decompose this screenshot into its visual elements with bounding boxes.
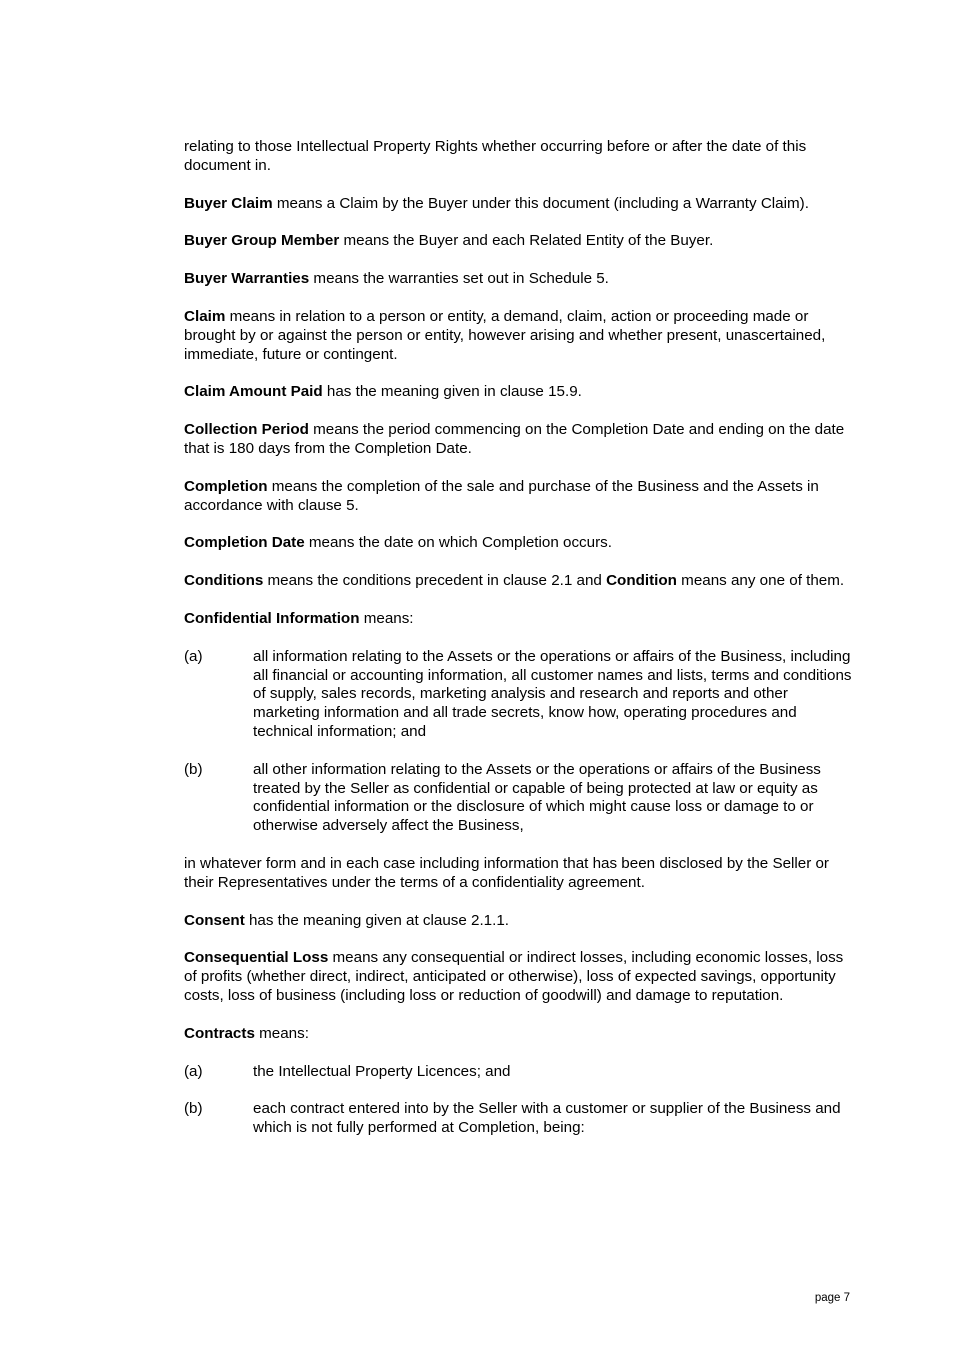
definition-text: has the meaning given at clause 2.1.1. xyxy=(244,911,510,929)
definition-buyer-warranties xyxy=(184,270,854,289)
definition-text: means any consequential or indirect losses, including economic losses, loss of profits (whether direct, indirect, anticipated or otherwise), loss of expected savings, opportunity costs, loss of business (including loss or reduction of goodwill) and damage to reputation. xyxy=(184,949,844,1004)
definition-consent xyxy=(184,912,854,931)
definition-text: means the period commencing on the Completion Date and ending on the date that is 180 days from the Completion Date. xyxy=(184,421,845,457)
definition-text: means the Buyer and each Related Entity of the Buyer. xyxy=(339,232,714,250)
definition-text: means: xyxy=(359,609,414,627)
defined-term: Contracts xyxy=(184,1024,255,1042)
list-item xyxy=(184,761,854,836)
definition-text: means: xyxy=(254,1024,309,1042)
definition-consequential-loss xyxy=(184,949,854,1005)
definition-confidential-information xyxy=(184,610,854,629)
definition-conditions xyxy=(184,572,854,591)
list-item xyxy=(184,1063,854,1082)
defined-term: Consequential Loss xyxy=(184,949,329,967)
list-item xyxy=(184,1100,854,1138)
defined-term: Conditions xyxy=(184,572,264,590)
list-item-text: the Intellectual Property Licences; and xyxy=(253,1062,511,1080)
defined-term: Condition xyxy=(606,572,677,590)
definition-completion xyxy=(184,478,854,516)
defined-term: Buyer Warranties xyxy=(184,270,310,288)
definition-completion-date xyxy=(184,534,854,553)
list-item-text: each contract entered into by the Seller with a customer or supplier of the Business and which is not fully performed at Completion, being: xyxy=(253,1100,841,1137)
list-item-label: (b) xyxy=(184,1100,203,1118)
definition-claim-amount-paid xyxy=(184,383,854,402)
continuation-paragraph: relating to those Intellectual Property Rights whether occurring before or after the date of this document in. xyxy=(184,138,807,174)
list-item-label: (a) xyxy=(184,1062,203,1080)
list-item-text: all information relating to the Assets or the operations or affairs of the Business, including all financial or accounting information, all customer names and lists, terms and conditions of supply, sales records, marketing analysis and research and reports and other marketing information and all trade secrets, know how, operating procedures and technical information; and xyxy=(253,647,852,740)
defined-term: Buyer Group Member xyxy=(184,232,340,250)
definition-claim xyxy=(184,308,854,364)
definition-text: means the completion of the sale and purchase of the Business and the Assets in accordance with clause 5. xyxy=(184,477,819,514)
definition-collection-period xyxy=(184,421,854,459)
definition-text: means a Claim by the Buyer under this document (including a Warranty Claim). xyxy=(272,194,809,212)
definition-text: has the meaning given in clause 15.9. xyxy=(322,383,582,401)
document-page xyxy=(184,138,854,1157)
defined-term: Collection Period xyxy=(184,421,309,439)
definition-text: means the warranties set out in Schedule 5. xyxy=(309,270,609,288)
defined-term: Completion Date xyxy=(184,534,305,552)
definition-text: means any one of them. xyxy=(676,572,845,590)
definition-buyer-group-member xyxy=(184,232,854,251)
defined-term: Consent xyxy=(184,911,245,929)
definition-text: means the conditions precedent in clause 2.1 and xyxy=(263,572,607,590)
defined-term: Claim xyxy=(184,307,226,325)
defined-term: Claim Amount Paid xyxy=(184,383,323,401)
defined-term: Completion xyxy=(184,477,268,495)
list-item-label: (a) xyxy=(184,647,203,665)
page-number: page 7 xyxy=(814,1292,850,1304)
list-item xyxy=(184,648,854,742)
list-item-text: all other information relating to the Assets or the operations or affairs of the Business treated by the Seller as confidential or capable of being protected at law or equity as confidential information or the disclosure of which might cause loss or damage to or otherwise adversely affect the Business, xyxy=(253,760,821,835)
definition-contracts xyxy=(184,1025,854,1044)
definition-buyer-claim xyxy=(184,195,854,214)
definition-text: means in relation to a person or entity, a demand, claim, action or proceeding made or brought by or against the person or entity, however arising and whether present, unascertained, immediate, future or contingent. xyxy=(184,307,826,363)
definition-text: means the date on which Completion occurs. xyxy=(304,534,612,552)
defined-term: Buyer Claim xyxy=(184,194,273,212)
defined-term: Confidential Information xyxy=(184,609,360,627)
list-item-label: (b) xyxy=(184,760,203,778)
closing-paragraph: in whatever form and in each case including information that has been disclosed by the Seller or their Representatives under the terms of a confidentiality agreement. xyxy=(184,854,829,891)
